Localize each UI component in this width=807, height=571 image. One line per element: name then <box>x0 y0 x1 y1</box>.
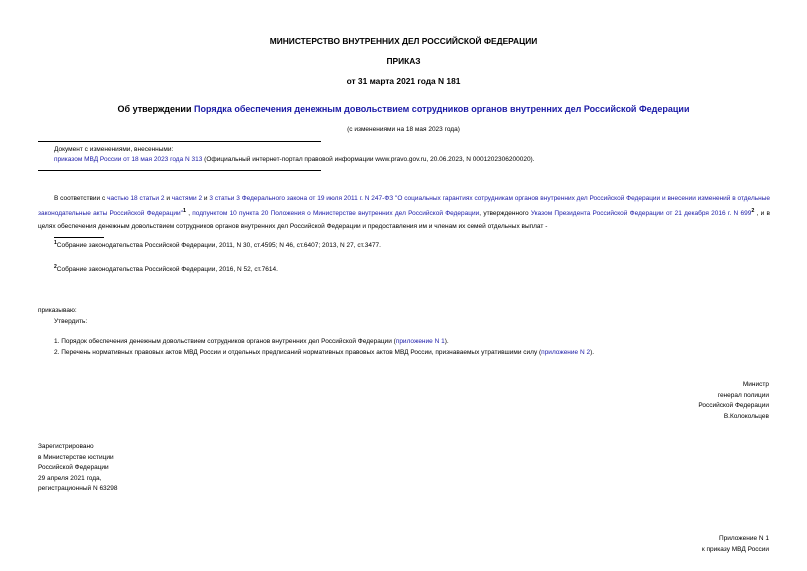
signature-block <box>698 380 769 422</box>
registration-number: регистрационный N 63298 <box>38 485 118 492</box>
appendix-reference: к приказу МВД России <box>701 546 769 553</box>
preamble-text: В соответствии с <box>54 195 108 202</box>
preamble-text: и <box>164 195 172 202</box>
order-item-2 <box>54 349 594 357</box>
signature-position: Министр <box>742 381 769 388</box>
document-title <box>0 104 807 115</box>
registration-block <box>38 442 118 495</box>
changes-box-entry <box>54 156 770 164</box>
preamble-text: , утвержденного <box>479 210 531 218</box>
order-item-1 <box>54 338 449 346</box>
law-part-18-link[interactable]: частью 18 статьи 2 <box>107 195 165 202</box>
changes-box-bottom-rule <box>38 170 321 171</box>
preamble-text: , и в целях обеспечения денежным довольствием сотрудников органов внутренних дел Российской Федерации и предоставления им и членам их семей отдельных выплат - <box>38 210 770 231</box>
footnote-mark: 1 <box>54 240 57 246</box>
registration-date: 29 апреля 2021 года, <box>38 474 102 482</box>
footnote-ref-2[interactable]: 2 <box>751 208 755 214</box>
changes-box-label: Документ с изменениями, внесенными: <box>54 146 174 153</box>
footnote-text: Собрание законодательства Российской Федерации, 2016, N 52, ст.7614. <box>56 266 278 274</box>
appendix-2-link[interactable]: приложение N 2 <box>541 349 591 356</box>
preamble-text: и <box>202 195 210 202</box>
preamble-text: , <box>185 210 193 218</box>
federal-law-247-link[interactable]: 3 статьи 3 Федерального закона от 19 июля 2011 г. N 247-ФЗ "О социальных гарантиях сотрудникам органов внутренних дел Российской Федерации и внесении изменений в отдельные законодательные акты Российской Федерации" <box>38 195 770 218</box>
order-approve: Утвердить: <box>54 318 88 325</box>
signature-rank: генерал полиции <box>717 391 769 399</box>
order-item-tail: ). <box>590 349 595 356</box>
footnote-mark: 2 <box>54 264 57 270</box>
ministry-title: МИНИСТЕРСТВО ВНУТРЕННИХ ДЕЛ РОССИЙСКОЙ ФЕДЕРАЦИИ <box>269 36 538 46</box>
order-command: приказываю: <box>38 307 77 314</box>
title-prefix: Об утверждении <box>117 104 194 114</box>
document-type: ПРИКАЗ <box>386 56 421 66</box>
appendix-heading <box>702 533 769 555</box>
order-item-text: 2. Перечень нормативных правовых актов МВД России и отдельных предписаний нормативных правовых актов МВД России, признаваемых утратившими силу ( <box>54 349 542 356</box>
amendments-note: (с изменениями на 18 мая 2023 года) <box>347 126 460 133</box>
signature-country: Российской Федерации <box>698 402 769 409</box>
title-link[interactable]: Порядка обеспечения денежным довольствием сотрудников органов внутренних дел Российской Федерации <box>194 104 690 114</box>
footnote-separator <box>54 237 104 238</box>
order-item-text: 1. Порядок обеспечения денежным довольствием сотрудников органов внутренних дел Российской Федерации ( <box>54 338 396 345</box>
document-date-number: от 31 марта 2021 года N 181 <box>346 76 461 86</box>
registration-line: в Министерстве юстиции <box>38 453 114 461</box>
changes-box-top-rule <box>38 141 321 142</box>
presidential-decree-link[interactable]: Указом Президента Российской Федерации от 21 декабря 2016 г. N 699 <box>530 210 752 218</box>
signature-name: В.Колокольцев <box>723 412 769 420</box>
appendix-number: Приложение N 1 <box>718 535 769 542</box>
amending-order-link[interactable]: приказом МВД России от 18 мая 2023 года N 313 <box>54 156 203 163</box>
preamble-paragraph <box>38 192 770 233</box>
registration-line: Российской Федерации <box>38 464 109 471</box>
footnote-ref-1[interactable]: 1 <box>182 208 186 214</box>
law-parts-2-link[interactable]: частями 2 <box>171 195 203 202</box>
order-item-tail: ). <box>444 338 449 345</box>
footnote-text: Собрание законодательства Российской Федерации, 2011, N 30, ст.4595; N 46, ст.6407; 2013, N 27, ст.3477. <box>56 242 381 250</box>
footnote-1 <box>54 240 381 250</box>
registration-line: Зарегистрировано <box>38 443 94 450</box>
amending-order-source: (Официальный интернет-портал правовой информации www.pravo.gov.ru, 20.06.2023, N 0001202306200020). <box>202 156 535 163</box>
footnote-2 <box>54 264 278 274</box>
regulation-link[interactable]: подпунктом 10 пункта 20 Положения о Министерстве внутренних дел Российской Федерации <box>192 210 480 218</box>
appendix-1-link[interactable]: приложение N 1 <box>395 338 445 345</box>
